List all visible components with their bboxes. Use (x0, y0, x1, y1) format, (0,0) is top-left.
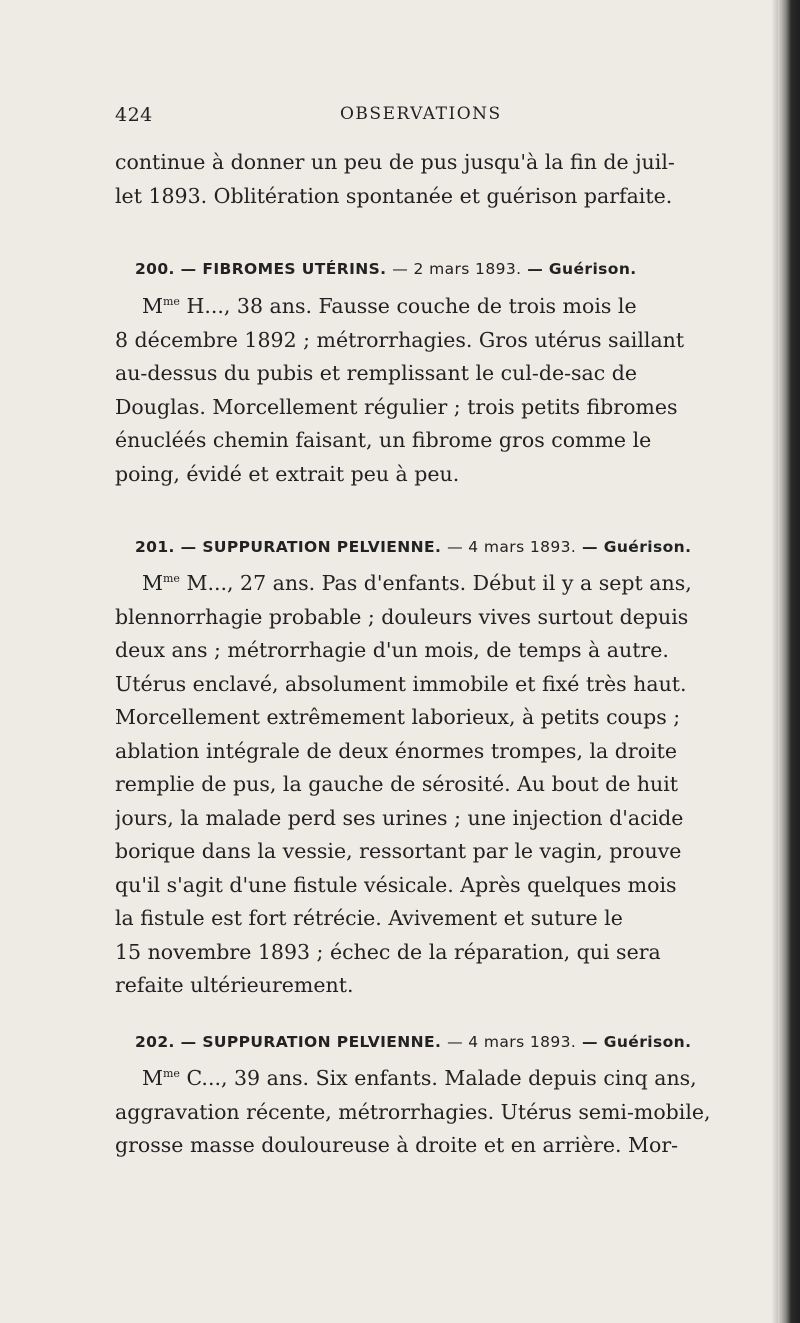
case-line: 8 décembre 1892 ; métrorrhagies. Gros utérus saillant (115, 327, 685, 352)
case-line: au-dessus du pubis et remplissant le cul-de-sac de (115, 361, 638, 385)
patient-title: M (142, 571, 163, 595)
case-line: $M^{me}$ M..., 27 ans. Pas d'enfants. Début il y a sept ans, (142, 571, 692, 595)
case-line: qu'il s'agit d'une fistule vésicale. Après quelques mois (115, 872, 677, 897)
case-line: énucléés chemin faisant, un fibrome gros comme le (115, 428, 652, 452)
case-line: $M^{me}$ C..., 39 ans. Six enfants. Malade depuis cinq ans, (142, 1066, 697, 1090)
case-body-201 (115, 567, 745, 1003)
case-line: 15 novembre 1893 ; échec de la réparation, qui sera (115, 939, 661, 964)
patient-title: M (142, 1066, 163, 1090)
case-number: 200. (135, 260, 175, 278)
case-line: poing, évidé et extrait peu à peu. (115, 461, 460, 486)
case-heading-202 (135, 1033, 745, 1051)
case-line: aggravation récente, métrorrhagies. Utérus semi-mobile, (115, 1099, 711, 1124)
case-body-202 (115, 1062, 745, 1163)
intro-line: continue à donner un peu de pus jusqu'à la fin de juil- (115, 150, 675, 174)
page-header (115, 104, 745, 128)
case-number: 201. (135, 538, 175, 556)
case-line: Utérus enclavé, absolument immobile et fixé très haut. (115, 671, 687, 696)
case-date: — 4 mars 1893. (447, 1033, 577, 1051)
patient-title-sup: me (163, 572, 180, 585)
case-date: — 4 mars 1893. (447, 538, 577, 556)
case-outcome: — Guérison. (582, 538, 692, 556)
case-heading-201 (135, 538, 745, 556)
page-number: 424 (115, 104, 153, 126)
running-head: OBSERVATIONS (340, 104, 502, 124)
case-line: Douglas. Morcellement régulier ; trois petits fibromes (115, 394, 678, 419)
case-body-200 (115, 290, 745, 491)
case-line: blennorrhagie probable ; douleurs vives surtout depuis (115, 604, 689, 629)
patient-title: M (142, 294, 163, 318)
case-line: borique dans la vessie, ressortant par le vagin, prouve (115, 839, 682, 863)
case-line: Morcellement extrêmement laborieux, à petits coups ; (115, 705, 681, 729)
case-line: remplie de pus, la gauche de sérosité. Au bout de huit (115, 772, 679, 796)
case-line: grosse masse douloureuse à droite et en arrière. Mor- (115, 1133, 679, 1157)
case-outcome: — Guérison. (527, 260, 637, 278)
case-title: — FIBROMES UTÉRINS. (180, 260, 387, 278)
intro-paragraph (115, 146, 745, 213)
case-line: la fistule est fort rétrécie. Avivement et suture le (115, 906, 623, 930)
case-number: 202. (135, 1033, 175, 1051)
case-outcome: — Guérison. (582, 1033, 692, 1051)
case-date: — 2 mars 1893. (392, 260, 522, 278)
case-line: refaite ultérieurement. (115, 973, 354, 997)
case-line: ablation intégrale de deux énormes trompes, la droite (115, 738, 677, 763)
case-heading-200 (135, 260, 745, 278)
intro-line: let 1893. Oblitération spontanée et guérison parfaite. (115, 183, 673, 208)
case-title: — SUPPURATION PELVIENNE. (180, 538, 442, 556)
case-line: deux ans ; métrorrhagie d'un mois, de temps à autre. (115, 638, 669, 662)
case-line: jours, la malade perd ses urines ; une injection d'acide (115, 805, 684, 830)
case-title: — SUPPURATION PELVIENNE. (180, 1033, 442, 1051)
patient-title-sup: me (163, 1067, 180, 1080)
case-line: $M^{me}$ H..., 38 ans. Fausse couche de trois mois le (142, 294, 637, 318)
patient-title-sup: me (163, 295, 180, 308)
book-spine-edge (778, 0, 800, 1323)
